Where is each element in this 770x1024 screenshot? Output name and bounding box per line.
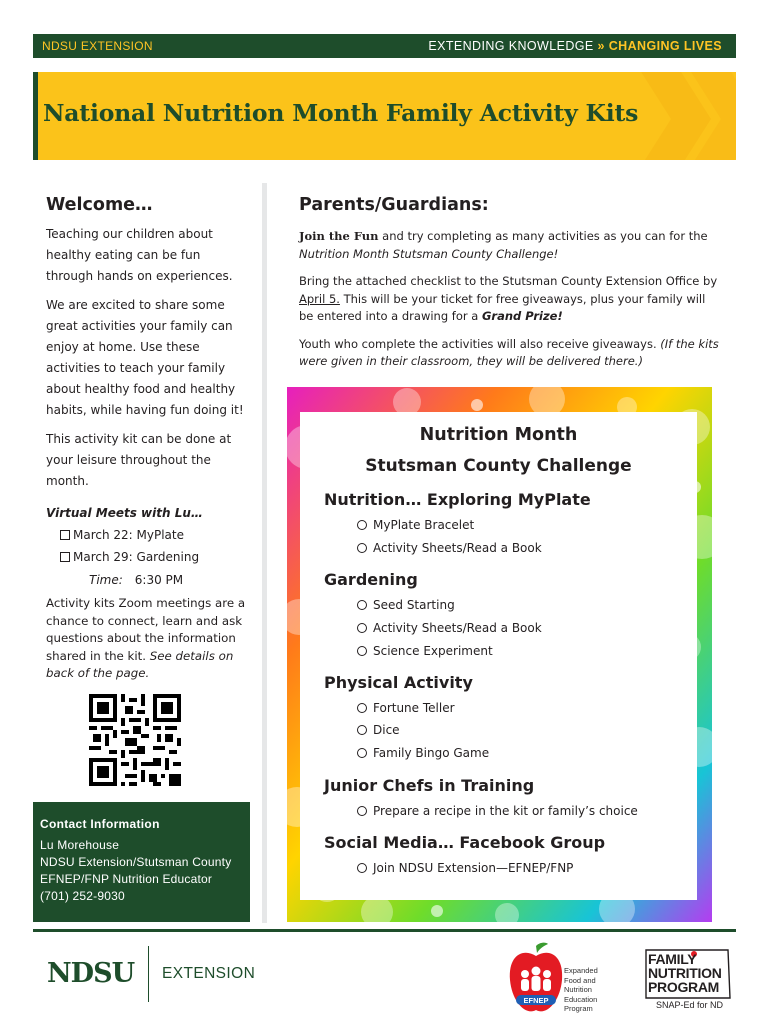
checklist-item-label: Activity Sheets/Read a Book [373,541,542,555]
checklist-item-label: Fortune Teller [373,701,455,715]
section-heading-myplate: Nutrition… Exploring MyPlate [324,490,591,509]
meet-label: March 22: MyPlate [73,528,184,542]
efnep-line: Nutrition [564,985,592,994]
fnp-line: FAMILY [648,951,697,967]
circle-checkbox-icon[interactable] [357,646,367,656]
circle-checkbox-icon[interactable] [357,748,367,758]
challenge-card [300,412,697,900]
checklist-item-label: Seed Starting [373,598,455,612]
circle-checkbox-icon[interactable] [357,703,367,713]
fnp-title [648,952,722,994]
virtual-meets-title: Virtual Meets with Lu… [46,506,203,520]
fnp-logo [642,948,734,1024]
bring-paragraph [299,273,719,326]
tagline-part2: CHANGING LIVES [608,39,722,53]
meet-label: March 29: Gardening [73,550,200,564]
fnp-line: PROGRAM [648,979,720,995]
logo-divider [148,946,149,1002]
title-stripe [33,72,38,160]
checklist-item[interactable] [357,746,489,760]
zoom-text: Activity kits Zoom meetings are a chance to connect, learn and ask questions about the information shared in the kit. [46,596,246,663]
youth-italic: (If the kits were given in their classroom, they will be delivered there.) [299,336,719,368]
welcome-column [46,195,246,683]
circle-checkbox-icon[interactable] [357,520,367,530]
section-heading-chefs: Junior Chefs in Training [324,776,535,795]
fnp-subtitle: SNAP-Ed for ND [656,1000,724,1010]
extension-logo-text: EXTENSION [162,965,256,982]
efnep-line: Food and [564,975,596,985]
page-title: National Nutrition Month Family Activity Kits [43,99,639,127]
checklist-item-label: Join NDSU Extension—EFNEP/FNP [373,861,574,875]
checklist-item[interactable] [357,804,638,818]
efnep-line: Expanded [564,966,598,975]
time-label: Time: [89,573,123,587]
checklist-item[interactable] [357,621,542,635]
footer-rule [33,929,736,932]
efnep-line: Education [564,994,598,1004]
bring-post: This will be your ticket for free giveaways, plus your family will be entered into a drawing for a [299,291,706,323]
contact-phone[interactable]: (701) 252-9030 [40,889,125,903]
youth-pre: Youth who complete the activities will also receive giveaways. [299,336,661,351]
welcome-para-3: This activity kit can be done at your leisure throughout the month. [46,432,232,488]
parents-column [299,195,719,371]
contact-org: NDSU Extension/Stutsman County [40,855,232,869]
circle-checkbox-icon[interactable] [357,725,367,735]
checkbox-icon [60,552,70,562]
contact-title: Contact Information [40,817,160,831]
efnep-logo [506,940,618,1024]
bring-pre: Bring the attached checklist to the Stutsman County Extension Office by [299,274,718,288]
apple-icon [506,940,566,1024]
contact-name: Lu Morehouse [40,838,120,852]
checklist-item[interactable] [357,861,573,875]
circle-checkbox-icon[interactable] [357,543,367,553]
meet-time [89,573,246,587]
welcome-para-1: Teaching our children about healthy eating can be fun through hands on experiences. [46,227,233,283]
bring-date: April 5. [299,291,340,306]
header-left-label: NDSU EXTENSION [42,39,153,53]
zoom-see-details: See details on back of the page. [46,648,234,680]
meet-item [60,528,246,542]
circle-checkbox-icon[interactable] [357,623,367,633]
checklist-item-label: Activity Sheets/Read a Book [373,621,542,635]
efnep-line: Program [564,1004,593,1013]
contact-role: EFNEP/FNP Nutrition Educator [40,872,213,886]
meet-item [60,550,246,564]
checklist-item-label: MyPlate Bracelet [373,518,475,532]
checklist-item[interactable] [357,723,400,737]
checklist-item-label: Dice [373,723,400,737]
tagline-part1: EXTENDING KNOWLEDGE [428,39,594,53]
checkbox-icon [60,530,70,540]
time-value: 6:30 PM [134,573,184,587]
efnep-text [564,966,598,1014]
welcome-heading: Welcome… [46,195,153,215]
checklist-item-label: Family Bingo Game [373,746,490,760]
section-heading-gardening: Gardening [324,570,418,589]
checklist-item[interactable] [357,541,542,555]
parents-heading: Parents/Guardians: [299,195,489,215]
contact-box [33,802,250,922]
ndsu-logo: NDSU [47,958,135,989]
grand-prize: Grand Prize! [481,309,563,323]
checklist-item[interactable] [357,518,474,532]
join-italic: Nutrition Month Stutsman County Challenge! [299,246,559,261]
youth-paragraph [299,336,719,371]
join-rest: and try completing as many activities as you can for the [378,229,708,243]
section-heading-social: Social Media… Facebook Group [324,833,606,852]
tagline-arrows: » [597,39,605,53]
title-band [33,72,736,160]
zoom-info [46,595,246,683]
chevron-decoration-icon [626,72,736,160]
challenge-subtitle: Stutsman County Challenge [365,456,632,476]
column-divider [262,183,267,923]
efnep-badge-text: EFNEP [523,996,549,1005]
checklist-item[interactable] [357,644,493,658]
fnp-line: NUTRITION [648,965,722,981]
circle-checkbox-icon[interactable] [357,863,367,873]
header-bar [33,34,736,58]
circle-checkbox-icon[interactable] [357,806,367,816]
join-paragraph [299,228,719,263]
challenge-title: Nutrition Month [419,425,578,445]
checklist-item[interactable] [357,598,455,612]
join-bold: Join the Fun [299,229,379,243]
welcome-para-2: We are excited to share some great activities your family can enjoy at home. Use these activities to teach your family about healthy food and healthy habits, while having fun doing it! [46,298,244,417]
header-tagline [428,39,722,53]
checklist-item-label: Prepare a recipe in the kit or family’s choice [373,804,638,818]
qr-code-icon[interactable] [89,694,181,786]
section-heading-physical: Physical Activity [324,673,473,692]
circle-checkbox-icon[interactable] [357,600,367,610]
checklist-item-label: Science Experiment [373,644,493,658]
checklist-item[interactable] [357,701,455,715]
